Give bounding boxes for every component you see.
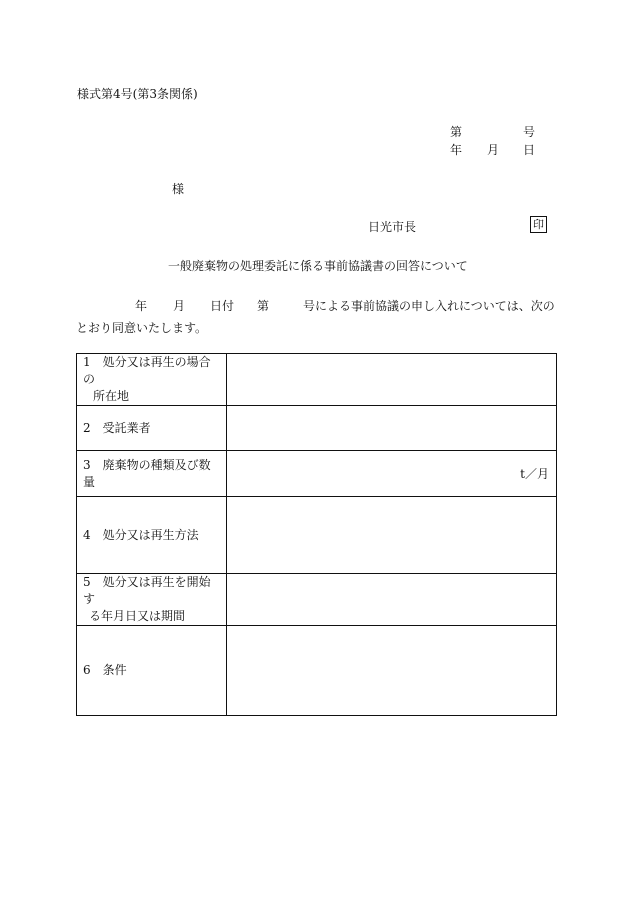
row-label xyxy=(77,354,227,406)
method-field[interactable] xyxy=(227,497,557,574)
waste-quantity-field[interactable]: t／月 xyxy=(227,451,557,497)
doc-number-suffix: 号 xyxy=(523,125,536,139)
body-year: 年 xyxy=(135,299,148,313)
date-month: 月 xyxy=(487,143,500,157)
body-number-prefix: 第 xyxy=(257,299,270,313)
row-label-line: 5 処分又は再生を開始す xyxy=(83,575,211,606)
document-title: 一般廃棄物の処理委託に係る事前協議書の回答について xyxy=(168,259,468,273)
row-label-line: る年月日又は期間 xyxy=(89,609,186,623)
seal-stamp-icon: 印 xyxy=(530,216,547,233)
row-label-line: 6 条件 xyxy=(83,663,127,677)
body-month: 月 xyxy=(173,299,186,313)
table-row xyxy=(77,451,557,497)
location-field[interactable] xyxy=(227,354,557,406)
doc-number-prefix: 第 xyxy=(450,125,463,139)
date-year: 年 xyxy=(450,143,463,157)
start-date-field[interactable] xyxy=(227,574,557,626)
row-label xyxy=(77,574,227,626)
table-row xyxy=(77,354,557,406)
table-row xyxy=(77,497,557,574)
row-label-line: 所在地 xyxy=(93,389,130,403)
date-day: 日 xyxy=(523,143,536,157)
row-label-line: 4 処分又は再生方法 xyxy=(83,527,199,542)
row-label xyxy=(77,626,227,716)
contractor-field[interactable] xyxy=(227,406,557,451)
table-row xyxy=(77,574,557,626)
addressee-honorific: 様 xyxy=(172,182,185,196)
body-sentence-part2: とおり同意いたします。 xyxy=(76,321,208,335)
row-label xyxy=(77,406,227,451)
body-day-dated: 日付 xyxy=(210,299,235,313)
table-row xyxy=(77,406,557,451)
table-row xyxy=(77,626,557,716)
form-number: 様式第4号(第3条関係) xyxy=(77,87,198,101)
conditions-field[interactable] xyxy=(227,626,557,716)
body-sentence-part1: 号による事前協議の申し入れについては、次の xyxy=(303,299,555,313)
issuer-name: 日光市長 xyxy=(368,220,417,234)
row-label xyxy=(77,497,227,574)
row-label xyxy=(77,451,227,497)
row-label-line: 1 処分又は再生の場合の xyxy=(83,355,211,386)
row-label-line: 3 廃棄物の種類及び数量 xyxy=(83,457,211,489)
consultation-table xyxy=(76,353,557,716)
row-label-line: 2 受託業者 xyxy=(83,420,151,435)
